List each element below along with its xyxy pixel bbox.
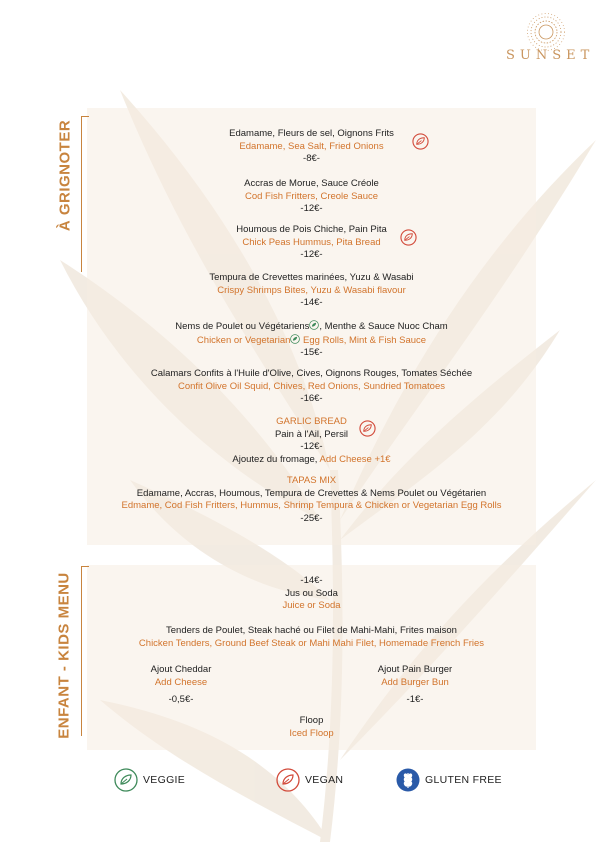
legend-vegan [276,768,343,792]
item-price: -16€- [300,393,323,404]
item-name-fr: Ajout Cheddar [150,664,212,675]
item-name-fr: Floop [299,715,324,726]
item-name-en: Juice or Soda [282,600,341,611]
item-name-en: Edamame, Sea Salt, Fried Onions [239,140,384,152]
item-name-fr: Tempura de Crevettes marinées, Yuzu & Wasabi [209,272,414,283]
item-price: -12€- [300,249,323,260]
extra-en: Add Cheese +1€ [319,453,391,465]
item-price: -1€- [406,694,424,705]
item-name-fr: Pain à l'Ail, Persil [274,428,349,440]
add-cheese-line [87,454,536,467]
kids-price: -14€- [300,575,323,586]
legend-label: GLUTEN FREE [425,774,502,786]
item-name-fr: Edamame, Fleurs de sel, Oignons Frits [229,128,394,139]
sun-logo-icon [526,12,566,52]
item-name-en: Cod Fish Fritters, Creole Sauce [244,190,379,202]
section-divider-tick [81,566,89,567]
brand-name: SUNSET [506,48,595,63]
veggie-leaf-icon [114,768,138,792]
item-name-fr [87,320,536,334]
menu-item [87,320,536,360]
menu-item [87,128,536,166]
item-price: -14€- [300,297,323,308]
menu-item [87,368,536,406]
item-title: TAPAS MIX [286,475,337,486]
item-name-fr: Ajout Pain Burger [377,664,453,675]
section-divider-tick [81,116,89,117]
item-name-en-part: Chicken or Vegetarian [196,334,291,346]
item-price: -12€- [300,441,323,452]
item-title: GARLIC BREAD [276,416,347,427]
legend-label: VEGGIE [143,774,186,786]
menu-item [87,272,536,310]
veggie-leaf-icon [290,334,300,344]
menu-item [87,224,536,262]
item-name-en [87,334,536,348]
kids-main [87,625,536,650]
section-divider [81,116,82,272]
item-price: -25€- [300,512,323,524]
item-name-fr-part: , Menthe & Sauce Nuoc Cham [319,321,448,332]
dietary-legend [0,766,596,796]
item-name-fr: Jus ou Soda [285,587,338,599]
item-price: -8€- [303,153,320,164]
vegan-leaf-icon [359,420,376,437]
kids-dessert [87,715,536,740]
tapas-mix-item [87,475,536,525]
item-name-fr: Tenders de Poulet, Steak haché ou Filet de Mahi-Mahi, Frites maison [166,625,457,636]
extra-fr: Ajoutez du fromage, [232,453,320,465]
item-name-en: Add Cheese [154,676,208,688]
item-name-fr: Houmous de Pois Chiche, Pain Pita [236,224,387,235]
item-name-fr: Edamame, Accras, Houmous, Tempura de Crevettes & Nems Poulet ou Végétarien [136,487,487,499]
item-name-fr: Calamars Confits à l'Huile d'Olive, Cives, Oignons Rouges, Tomates Séchée [150,368,473,379]
veggie-leaf-icon [309,320,319,330]
garlic-bread-item [87,416,536,466]
item-name-fr: Accras de Morue, Sauce Créole [244,178,379,189]
kids-drink [87,575,536,613]
item-name-en: Iced Floop [289,727,334,739]
item-price: -0,5€- [168,694,194,705]
kids-extra [111,664,251,707]
item-name-en: Add Burger Bun [381,676,449,688]
wheat-icon [396,768,420,792]
legend-veggie [114,768,185,792]
kids-extra [345,664,485,707]
menu-item [87,178,536,216]
legend-label: VEGAN [305,774,344,786]
legend-gluten-free [396,768,502,792]
section-title-kids: ENFANT - KIDS MENU [55,572,73,739]
sunset-logo [506,12,595,63]
item-name-fr-part: Nems de Poulet ou Végétariens [175,321,310,332]
section-title-grignoter: À GRIGNOTER [56,119,74,232]
item-name-en: Chicken Tenders, Ground Beef Steak or Mahi Mahi Filet, Homemade French Fries [138,637,485,649]
item-name-en-part: Egg Rolls, Mint & Fish Sauce [300,334,427,346]
vegan-leaf-icon [412,133,429,150]
section-divider [81,566,82,736]
item-name-en: Confit Olive Oil Squid, Chives, Red Onions, Sundried Tomatoes [177,380,445,392]
vegan-leaf-icon [400,229,417,246]
vegan-leaf-icon [276,768,300,792]
item-name-en: Crispy Shrimps Bites, Yuzu & Wasabi flavour [217,284,406,296]
item-price: -12€- [300,203,323,214]
item-name-en: Edmame, Cod Fish Fritters, Hummus, Shrimp Tempura & Chicken or Vegetarian Egg Rolls [121,500,502,511]
item-name-en: Chick Peas Hummus, Pita Bread [242,236,381,248]
item-price: -15€- [300,347,323,358]
